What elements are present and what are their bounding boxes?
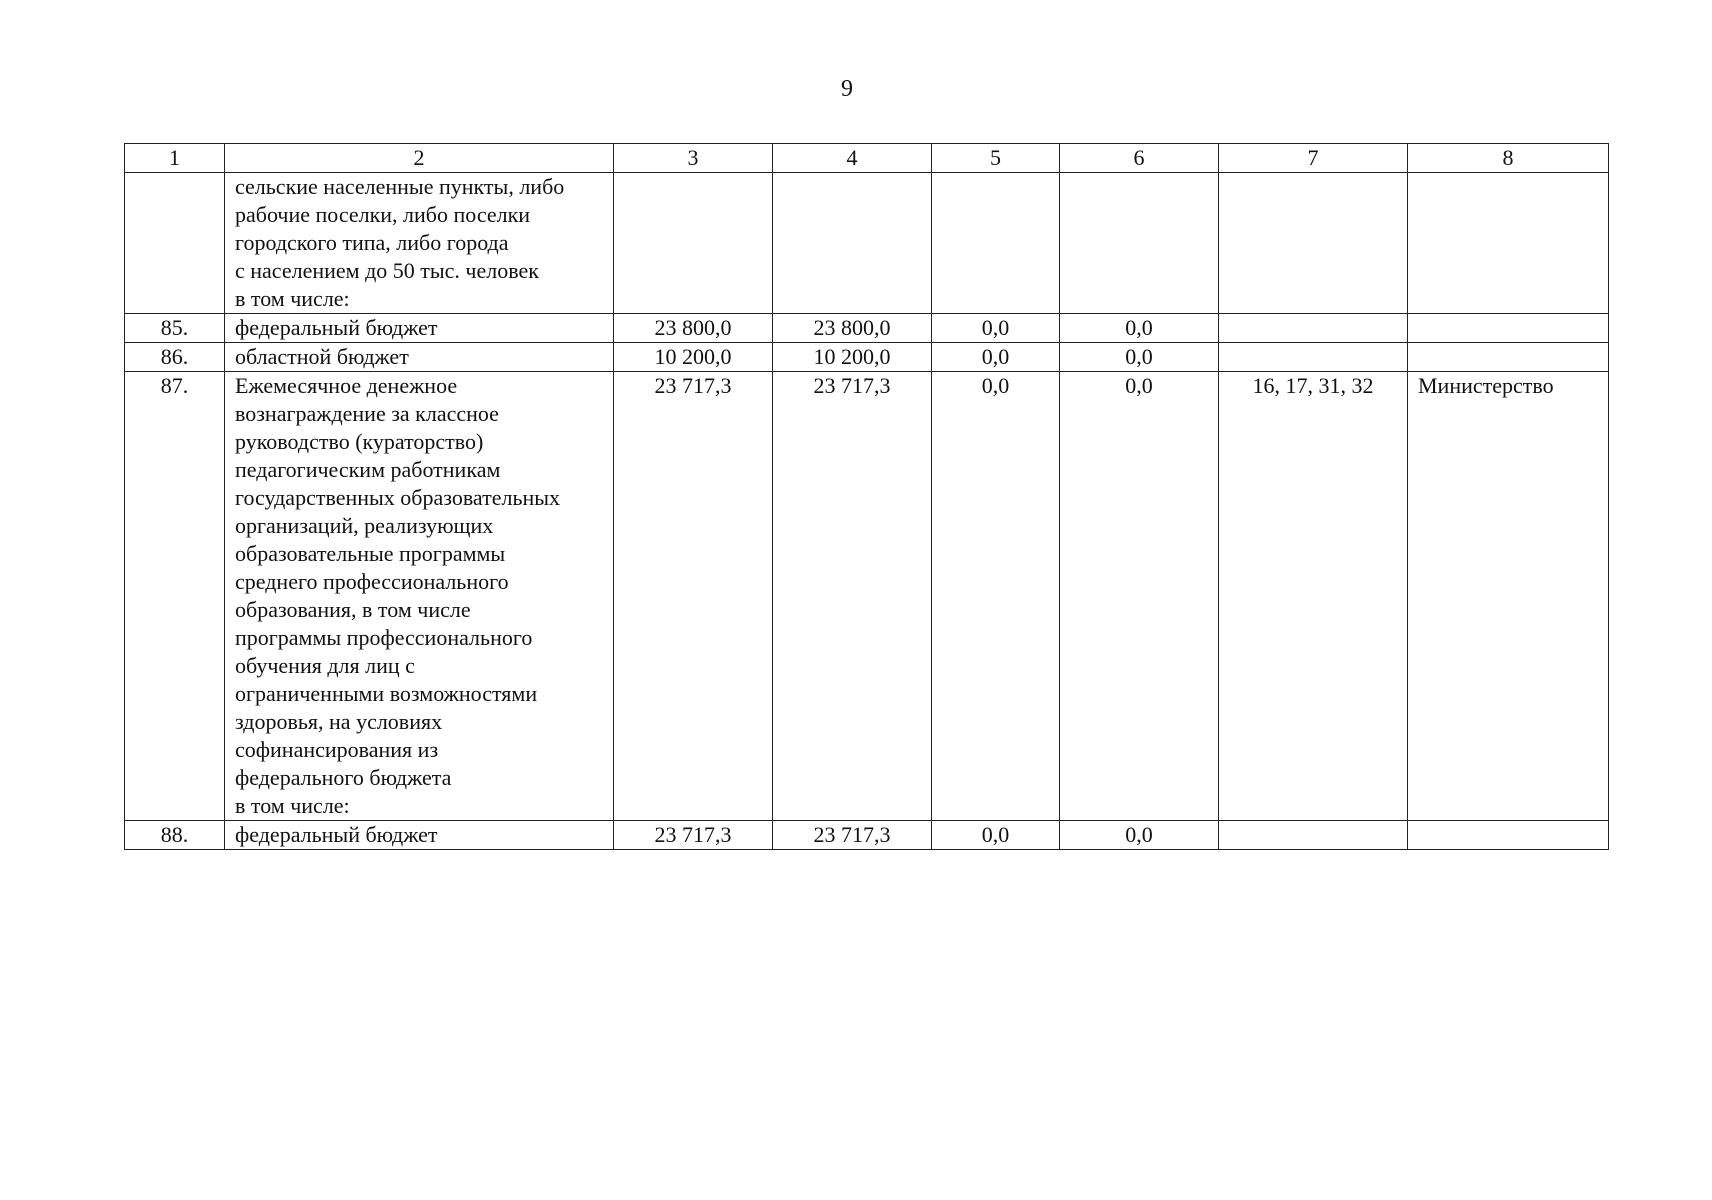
row-number: 88. bbox=[125, 821, 225, 850]
cell-col7 bbox=[1219, 173, 1408, 314]
cell-col8 bbox=[1408, 314, 1609, 343]
cell-col3 bbox=[614, 173, 773, 314]
table-row bbox=[125, 372, 1609, 821]
cell-col5 bbox=[932, 173, 1060, 314]
row-number: 87. bbox=[125, 372, 225, 821]
table-row bbox=[125, 821, 1609, 850]
cell-col3: 23 717,3 bbox=[614, 821, 773, 850]
row-description bbox=[225, 314, 614, 343]
table-header-row bbox=[125, 144, 1609, 173]
row-description-text: Ежемесячное денежное вознаграждение за классное руководство (кураторство) педагогическим работникам государственных образовательных организаций, реализующих образовательные программы среднего профессионального образования, в том числе программы профессионального обучения для лиц с ограниченными возможностями здоровья, на условиях софинансирования из федерального бюджета в том числе: bbox=[235, 373, 561, 818]
cell-col8 bbox=[1408, 173, 1609, 314]
cell-col4: 10 200,0 bbox=[773, 343, 932, 372]
row-description bbox=[225, 173, 614, 314]
cell-col5: 0,0 bbox=[932, 343, 1060, 372]
cell-col8 bbox=[1408, 343, 1609, 372]
row-description-text: областной бюджет bbox=[235, 344, 409, 369]
cell-col4 bbox=[773, 173, 932, 314]
cell-col4: 23 717,3 bbox=[773, 821, 932, 850]
row-description bbox=[225, 821, 614, 850]
column-header: 2 bbox=[225, 144, 614, 173]
cell-col6: 0,0 bbox=[1060, 343, 1219, 372]
column-header: 3 bbox=[614, 144, 773, 173]
table-row bbox=[125, 173, 1609, 314]
cell-col3: 23 717,3 bbox=[614, 372, 773, 821]
cell-col3: 10 200,0 bbox=[614, 343, 773, 372]
cell-col7 bbox=[1219, 821, 1408, 850]
row-description bbox=[225, 343, 614, 372]
cell-col4: 23 800,0 bbox=[773, 314, 932, 343]
column-header: 1 bbox=[125, 144, 225, 173]
cell-col5: 0,0 bbox=[932, 372, 1060, 821]
row-description-text: сельские населенные пункты, либо рабочие поселки, либо поселки городского типа, либо города с населением до 50 тыс. человек в том числе: bbox=[235, 174, 565, 311]
row-number bbox=[125, 173, 225, 314]
column-header: 8 bbox=[1408, 144, 1609, 173]
cell-col5: 0,0 bbox=[932, 314, 1060, 343]
row-number: 86. bbox=[125, 343, 225, 372]
cell-col7 bbox=[1219, 314, 1408, 343]
column-header: 6 bbox=[1060, 144, 1219, 173]
column-header: 4 bbox=[773, 144, 932, 173]
column-header: 7 bbox=[1219, 144, 1408, 173]
cell-col4: 23 717,3 bbox=[773, 372, 932, 821]
cell-col7: 16, 17, 31, 32 bbox=[1219, 372, 1408, 821]
cell-col6: 0,0 bbox=[1060, 314, 1219, 343]
budget-table bbox=[124, 143, 1609, 850]
cell-col6: 0,0 bbox=[1060, 821, 1219, 850]
cell-col5: 0,0 bbox=[932, 821, 1060, 850]
cell-col8 bbox=[1408, 821, 1609, 850]
row-description bbox=[225, 372, 614, 821]
page-number: 9 bbox=[841, 76, 853, 102]
cell-col3: 23 800,0 bbox=[614, 314, 773, 343]
cell-col6 bbox=[1060, 173, 1219, 314]
cell-col8: Министерство bbox=[1408, 372, 1609, 821]
row-number: 85. bbox=[125, 314, 225, 343]
cell-col7 bbox=[1219, 343, 1408, 372]
column-header: 5 bbox=[932, 144, 1060, 173]
table-row bbox=[125, 343, 1609, 372]
table-row bbox=[125, 314, 1609, 343]
row-description-text: федеральный бюджет bbox=[235, 822, 438, 847]
cell-col6: 0,0 bbox=[1060, 372, 1219, 821]
row-description-text: федеральный бюджет bbox=[235, 315, 438, 340]
